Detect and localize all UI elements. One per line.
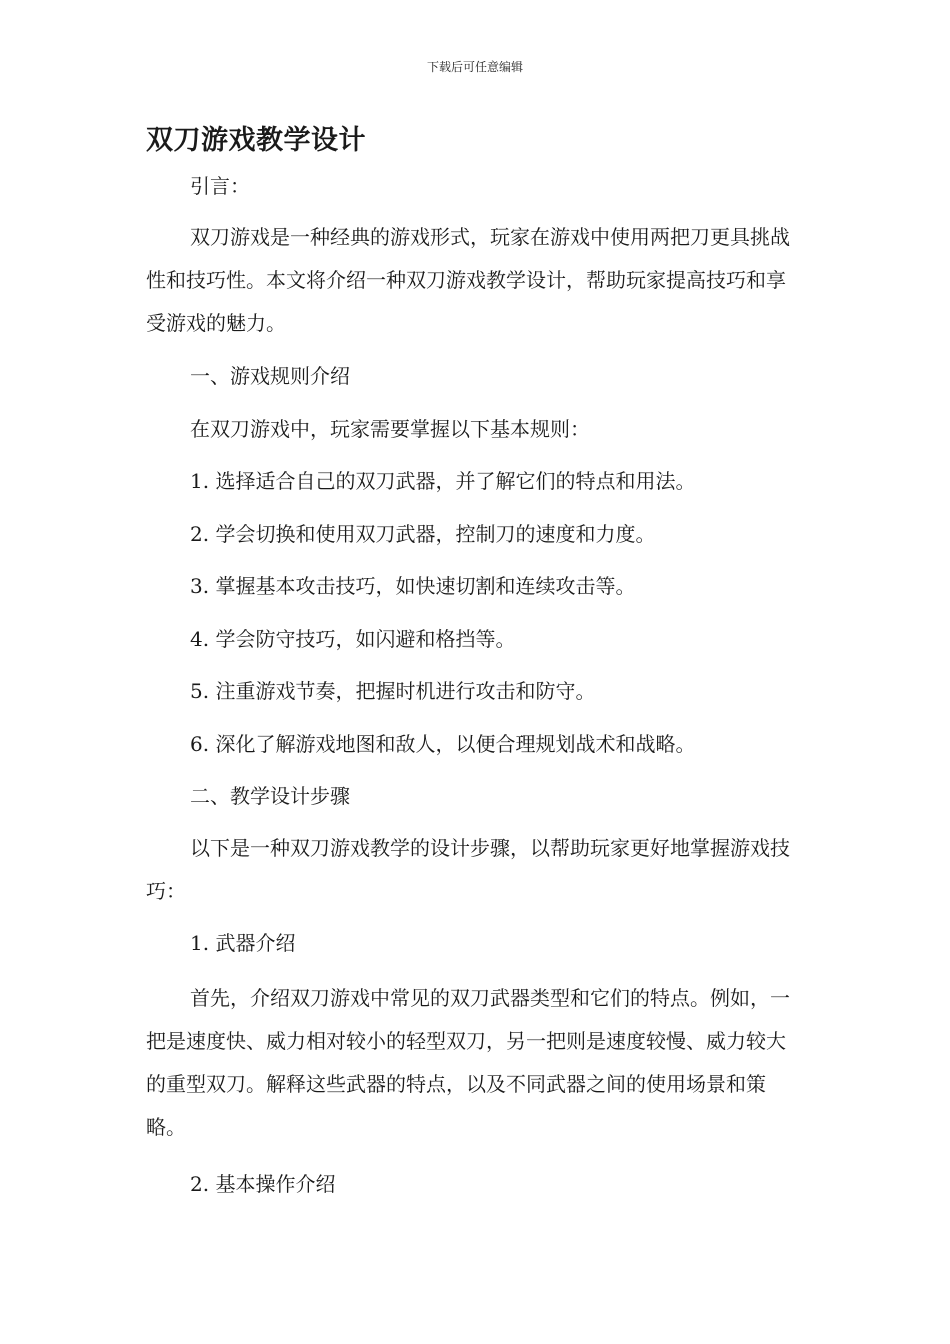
step1-heading: 1. 武器介绍 <box>190 931 296 955</box>
step2-heading: 2. 基本操作介绍 <box>190 1172 336 1196</box>
rule-item: 3. 掌握基本攻击技巧，如快速切割和连续攻击等。 <box>190 574 636 598</box>
rule-item: 1. 选择适合自己的双刀武器，并了解它们的特点和用法。 <box>190 469 696 493</box>
intro-label: 引言： <box>190 174 250 198</box>
section1-lead: 在双刀游戏中，玩家需要掌握以下基本规则： <box>190 417 590 441</box>
intro-paragraph: 双刀游戏是一种经典的游戏形式，玩家在游戏中使用两把刀更具挑战性和技巧性。本文将介绍一种双刀游戏教学设计，帮助玩家提高技巧和享受游戏的魅力。 <box>146 225 790 335</box>
section2-heading: 二、教学设计步骤 <box>190 784 350 808</box>
document-title: 双刀游戏教学设计 <box>146 125 366 156</box>
rule-item: 4. 学会防守技巧，如闪避和格挡等。 <box>190 627 516 651</box>
section2-lead: 以下是一种双刀游戏教学的设计步骤，以帮助玩家更好地掌握游戏技巧： <box>146 836 790 903</box>
rule-item: 5. 注重游戏节奏，把握时机进行攻击和防守。 <box>190 679 596 703</box>
rule-item: 6. 深化了解游戏地图和敌人，以便合理规划战术和战略。 <box>190 732 696 756</box>
section1-heading: 一、游戏规则介绍 <box>190 364 350 388</box>
page-header-note: 下载后可任意编辑 <box>426 60 523 74</box>
step1-paragraph: 首先，介绍双刀游戏中常见的双刀武器类型和它们的特点。例如，一把是速度快、威力相对较小的轻型双刀，另一把则是速度较慢、威力较大的重型双刀。解释这些武器的特点，以及不同武器之间的使用场景和策略。 <box>146 986 790 1139</box>
rule-item: 2. 学会切换和使用双刀武器，控制刀的速度和力度。 <box>190 522 656 546</box>
